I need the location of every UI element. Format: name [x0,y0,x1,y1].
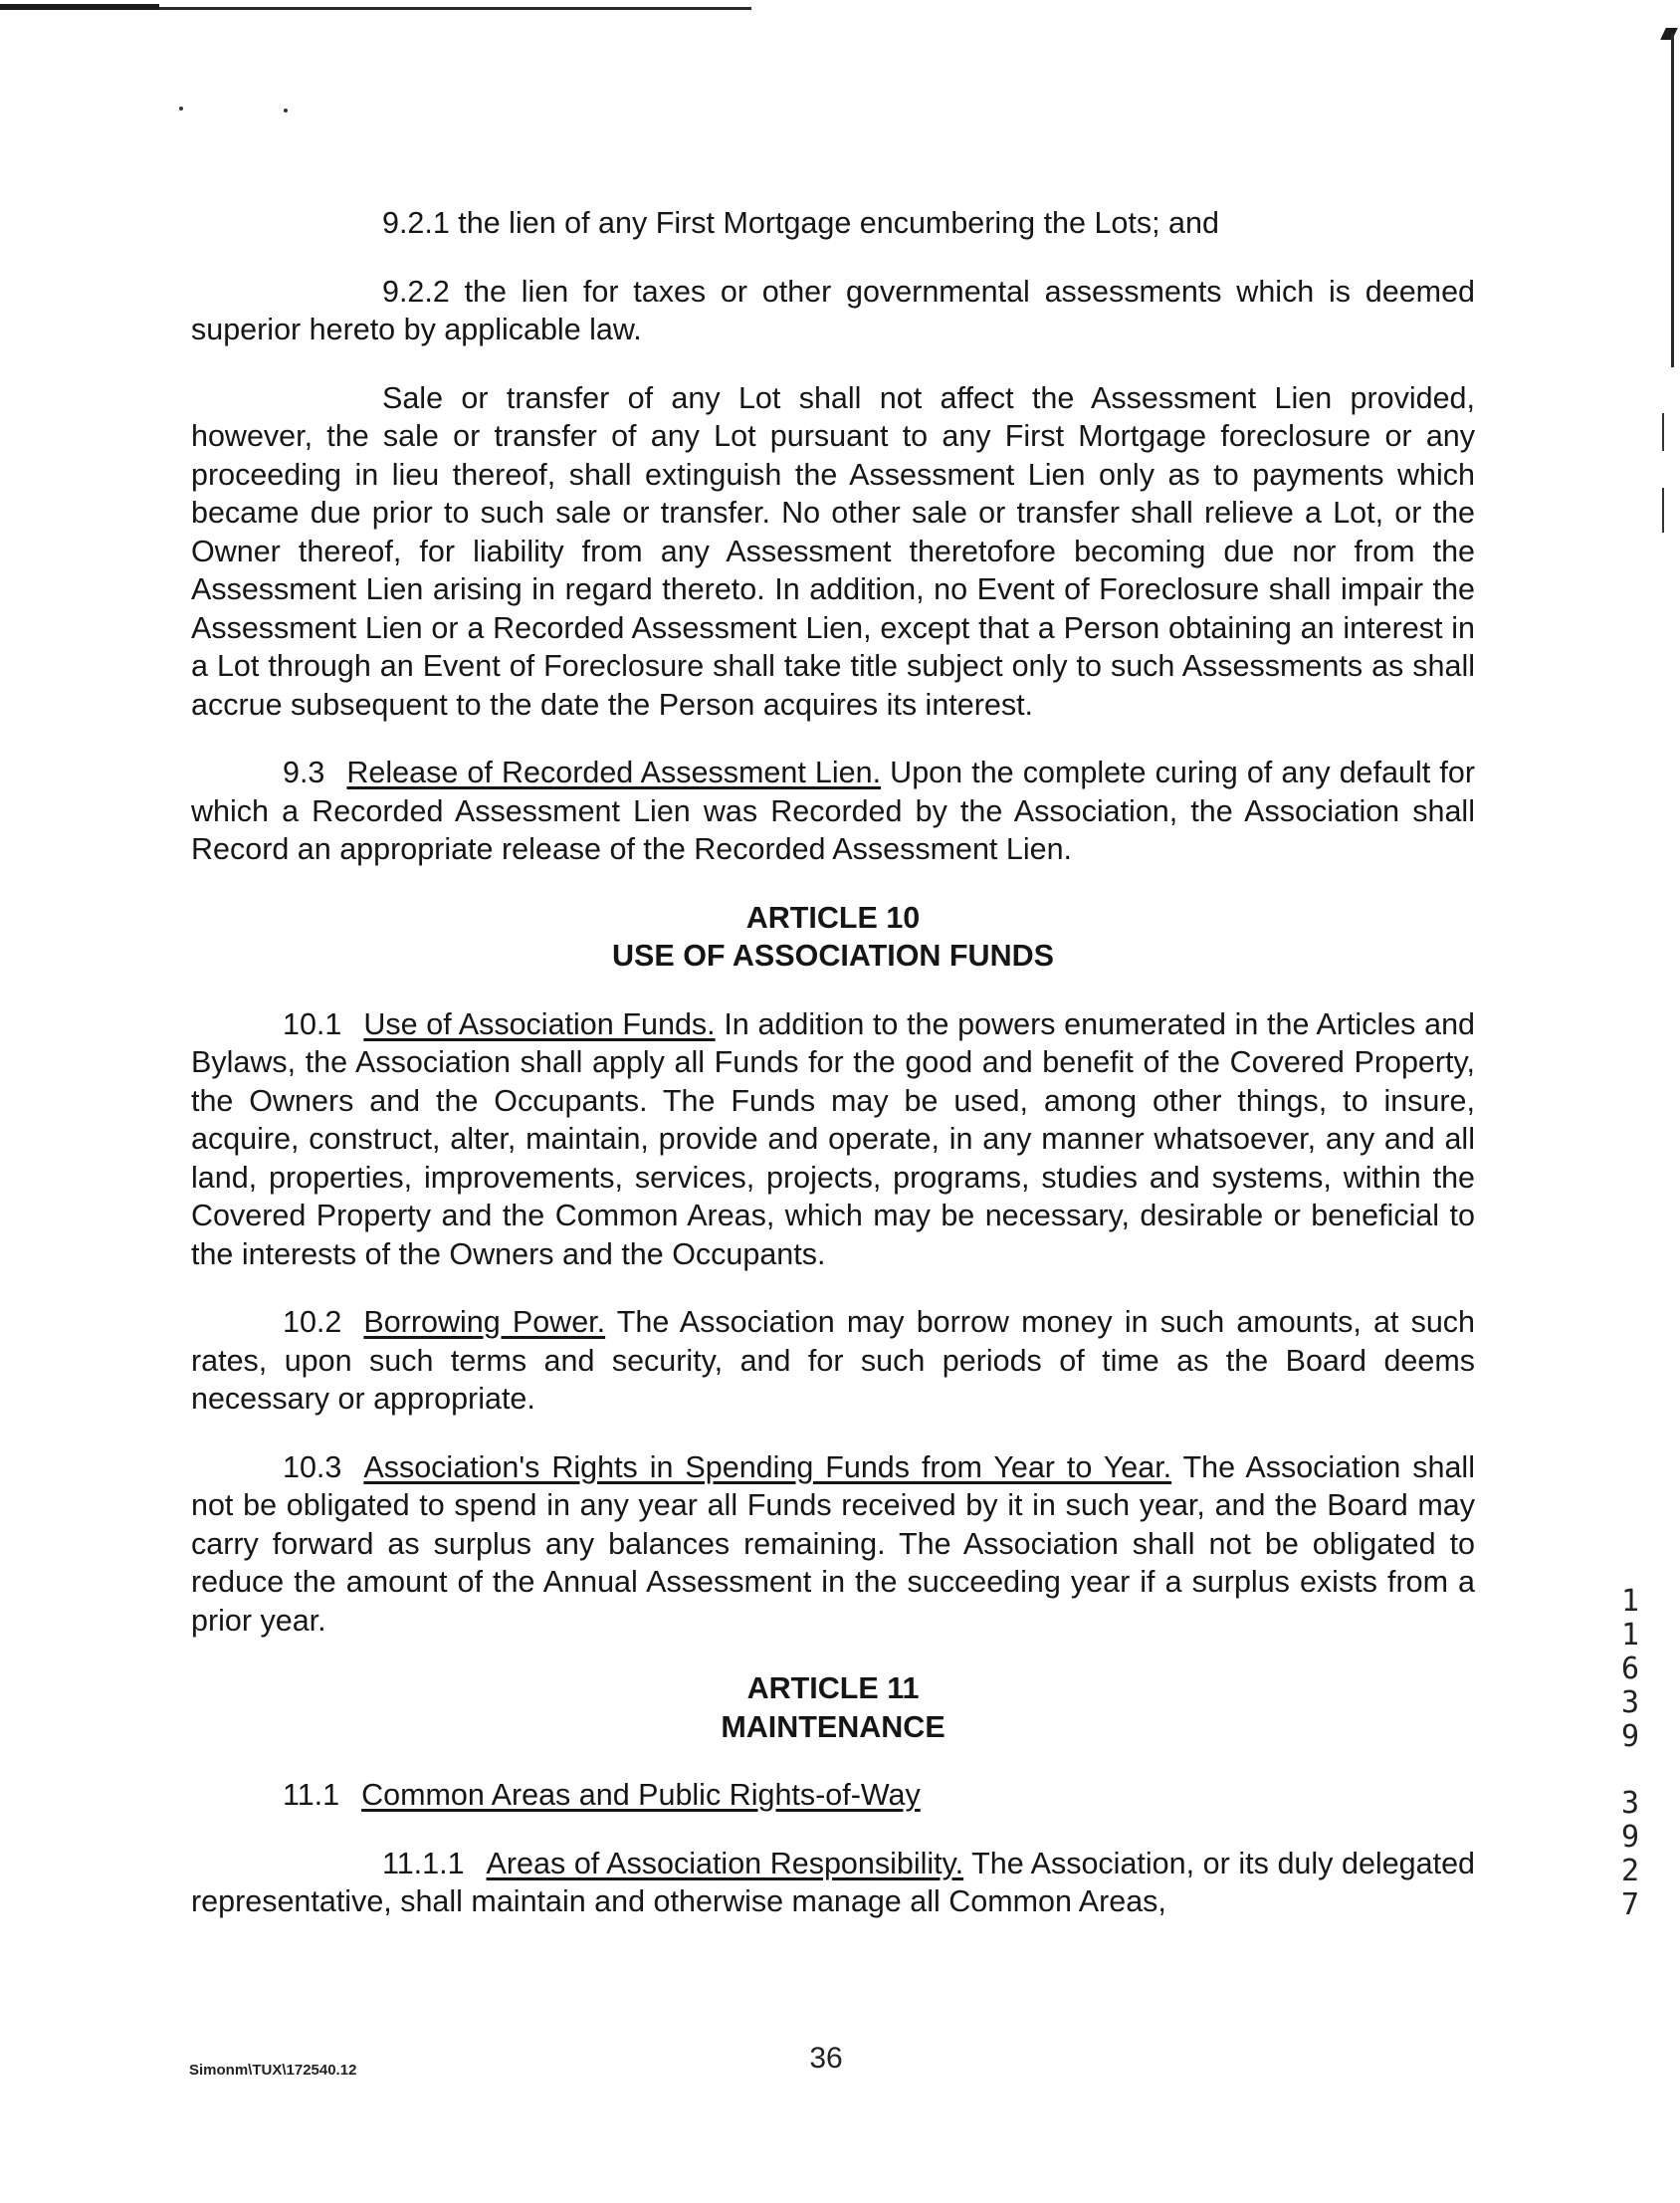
clause-9-2-1: 9.2.1 the lien of any First Mortgage encumbering the Lots; and [382,206,1219,240]
scan-speck [284,109,288,112]
stamp-digit: 7 [1620,1887,1640,1922]
stamp-digit: 9 [1620,1820,1640,1855]
section-title: Use of Association Funds. [363,1006,716,1041]
section-10-3 [191,1448,1475,1641]
section-number: 10.1 [283,1006,342,1041]
article-label: ARTICLE 11 [746,1671,920,1705]
scan-edge-mark [1662,413,1664,451]
article-label: ARTICLE 10 [745,900,921,935]
stamp-digit: 3 [1620,1786,1640,1821]
scan-top-rule [0,0,751,14]
section-number: 10.2 [283,1305,342,1339]
article-title: USE OF ASSOCIATION FUNDS [612,939,1054,973]
section-10-1 [191,1005,1475,1274]
recording-stamp-group-2 [1610,1787,1650,1922]
stamp-digit: 1 [1620,1584,1640,1619]
clause-9-2-2: 9.2.2 the lien for taxes or other governmental assessments which is deemed superior hereto by applicable law. [191,274,1475,346]
section-text: The Association shall not be obligated to spend in any year all Funds received by it in such year, and the Board may carry forward as surplus any balances remaining. The Association shall not be obligated to reduce the amount of the Annual Assessment in the succeeding year if a surplus exists from a prior year. [191,1449,1475,1638]
scan-edge-mark [1662,488,1664,533]
stamp-digit: 2 [1620,1854,1640,1888]
article-10-heading [191,899,1475,976]
section-title: Association's Rights in Spending Funds from Year to Year. [363,1449,1172,1484]
section-number: 10.3 [283,1449,342,1484]
page-number: 36 [809,2042,843,2075]
section-title: Release of Recorded Assessment Lien. [346,756,882,789]
footer-document-id: Simonm\TUX\172540.12 [189,2062,357,2079]
section-text: In addition to the powers enumerated in the Articles and Bylaws, the Association shall apply all Funds for the good and benefit of the Covered Property, the Owners and the Occupants. The Funds may be used, among other things, to insure, acquire, construct, alter, maintain, provide and operate, in any manner whatsoever, any and all land, properties, improvements, services, projects, programs, studies and systems, within the Covered Property and the Common Areas, which may be necessary, desirable or beneficial to the interests of the Owners and the Occupants. [191,1006,1475,1271]
scan-speck [179,107,183,110]
recording-stamp-group-1 [1610,1585,1650,1754]
stamp-digit: 1 [1620,1618,1640,1652]
section-11-1 [191,1776,1475,1815]
stamp-digit: 6 [1620,1652,1640,1686]
section-10-2 [191,1303,1475,1419]
section-title: Borrowing Power. [363,1305,606,1339]
scan-right-edge [1664,28,1680,371]
section-number: 11.1.1 [382,1846,465,1880]
section-number: 9.3 [283,756,325,789]
section-text: Upon the complete curing of any default for which a Recorded Assessment Lien was Recorded by the Association, the Association shall Record an appropriate release of the Recorded Assessment Lien. [191,756,1475,866]
article-title: MAINTENANCE [721,1709,945,1744]
section-number: 11.1 [283,1778,340,1812]
section-title: Common Areas and Public Rights-of-Way [361,1778,921,1812]
document-body [191,204,1475,1921]
section-title: Areas of Association Responsibility. [486,1846,964,1880]
stamp-digit: 9 [1620,1719,1640,1754]
paragraph-sale-or-transfer: Sale or transfer of any Lot shall not affect the Assessment Lien provided, however, the sale or transfer of any Lot pursuant to any First Mortgage foreclosure or any proceeding in lieu thereof, shall extinguish the Assessment Lien only as to payments which became due prior to such sale or transfer. No other sale or transfer shall relieve a Lot, or the Owner thereof, for liability from any Assessment theretofore becoming due nor from the Assessment Lien arising in regard thereto. In addition, no Event of Foreclosure shall impair the Assessment Lien or a Recorded Assessment Lien, except that a Person obtaining an interest in a Lot through an Event of Foreclosure shall take title subject only to such Assessments as shall accrue subsequent to the date the Person acquires its interest. [191,380,1475,722]
stamp-digit: 3 [1620,1685,1640,1720]
section-11-1-1 [191,1845,1475,1921]
article-11-heading [191,1669,1475,1746]
section-text: The Association may borrow money in such amounts, at such rates, upon such terms and security, and for such periods of time as the Board deems necessary or appropriate. [191,1305,1476,1416]
section-9-3 [191,754,1475,869]
section-text: The Association, or its duly delegated representative, shall maintain and otherwise manage all Common Areas, [191,1846,1475,1918]
